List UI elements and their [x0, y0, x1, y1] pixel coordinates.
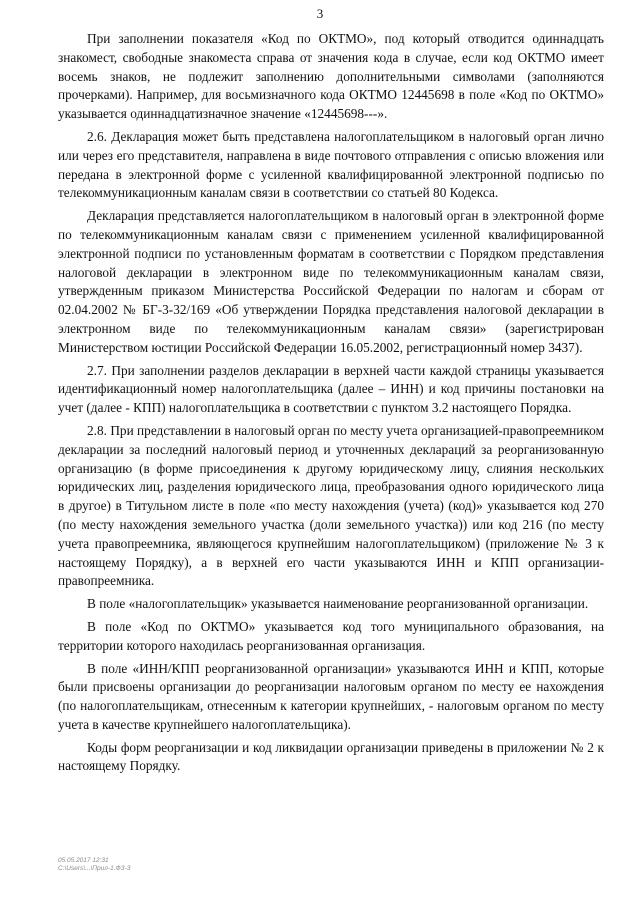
paragraph-oktmo-fill-rule: При заполнении показателя «Код по ОКТМО», под который отводится одиннадцать знакомест, свободные знакоместа справа от значения кода в случае, если код ОКТМО имеет восемь знаков, не подлежит заполнению дополнительными символами (заполняются прочерками). Например, для восьмизначного кода ОКТМО 12445698 в поле «Код по ОКТМО» указывается одиннадцатизначное значение «12445698---».	[58, 31, 604, 122]
footer-timestamp: 05.05.2017 12:31	[58, 857, 109, 864]
footer-file-path: C:\Users\...\Прил-1.ФЗ-3	[58, 865, 131, 872]
document-body	[58, 30, 604, 776]
paragraph-2-7: 2.7. При заполнении разделов декларации в верхней части каждой страницы указывается идентификационный номер налогоплательщика (далее – ИНН) и код причины постановки на учет (далее - КПП) налогоплательщика в соответствии с пунктом 3.2 настоящего Порядка.	[58, 362, 604, 416]
paragraph-electronic-submission: Декларация представляется налогоплательщиком в налоговый орган в электронной форме по телекоммуникационным каналам связи с применением усиленной квалифицированной электронной подписи по установленным форматам в соответствии с Порядком представления налоговой декларации в электронном виде по телекоммуникационным каналам связи, утвержденным приказом Министерства Российской Федерации по налогам и сборам от 02.04.2002 № БГ-3-32/169 «Об утверждении Порядка представления налоговой декларации в электронном виде по телекоммуникационным каналам связи» (зарегистрирован Министерством юстиции Российской Федерации 16.05.2002, регистрационный номер 3437).	[58, 208, 604, 355]
paragraph-2-6: 2.6. Декларация может быть представлена налогоплательщиком в налоговый орган лично или через его представителя, направлена в виде почтового отправления с описью вложения или передана в электронной форме с усиленной квалифицированной электронной подписью по телекоммуникационным каналам связи в соответствии со статьей 80 Кодекса.	[58, 128, 604, 201]
paragraph-oktmo-field: В поле «Код по ОКТМО» указывается код того муниципального образования, на территории которого находилась реорганизованная организация.	[58, 618, 604, 653]
document-footer	[58, 857, 130, 873]
page-number: 3	[316, 6, 324, 21]
paragraph-reorganization-codes: Коды форм реорганизации и код ликвидации организации приведены в приложении № 2 к настоящему Порядку.	[58, 739, 604, 774]
paragraph-2-8: 2.8. При представлении в налоговый орган по месту учета организацией-правопреемником декларации за последний налоговый период и уточненных деклараций за реорганизованную организацию (в форме присоединения к другому юридическому лицу, слияния нескольких юридических лиц, разделения юридического лица, преобразования одного юридического лица в другое) в Титульном листе в поле «по месту нахождения (учета) (код)» указывается код 270 (по месту нахождения земельного участка (доли земельного участка)) или код 216 (по месту учета правопреемника, являющегося крупнейшим налогоплательщиком) (приложение № 3 к настоящему Порядку), а в верхней его части указываются ИНН и КПП организации-правопреемника.	[58, 422, 604, 589]
paragraph-inn-kpp-field: В поле «ИНН/КПП реорганизованной организации» указываются ИНН и КПП, которые были присвоены организации до реорганизации налоговым органом по месту ее нахождения (по налогоплательщикам, отнесенным к категории крупнейших, - налоговым органом по месту учета в качестве крупнейшего налогоплательщика).	[58, 660, 604, 732]
paragraph-taxpayer-field: В поле «налогоплательщик» указывается наименование реорганизованной организации.	[87, 596, 589, 612]
